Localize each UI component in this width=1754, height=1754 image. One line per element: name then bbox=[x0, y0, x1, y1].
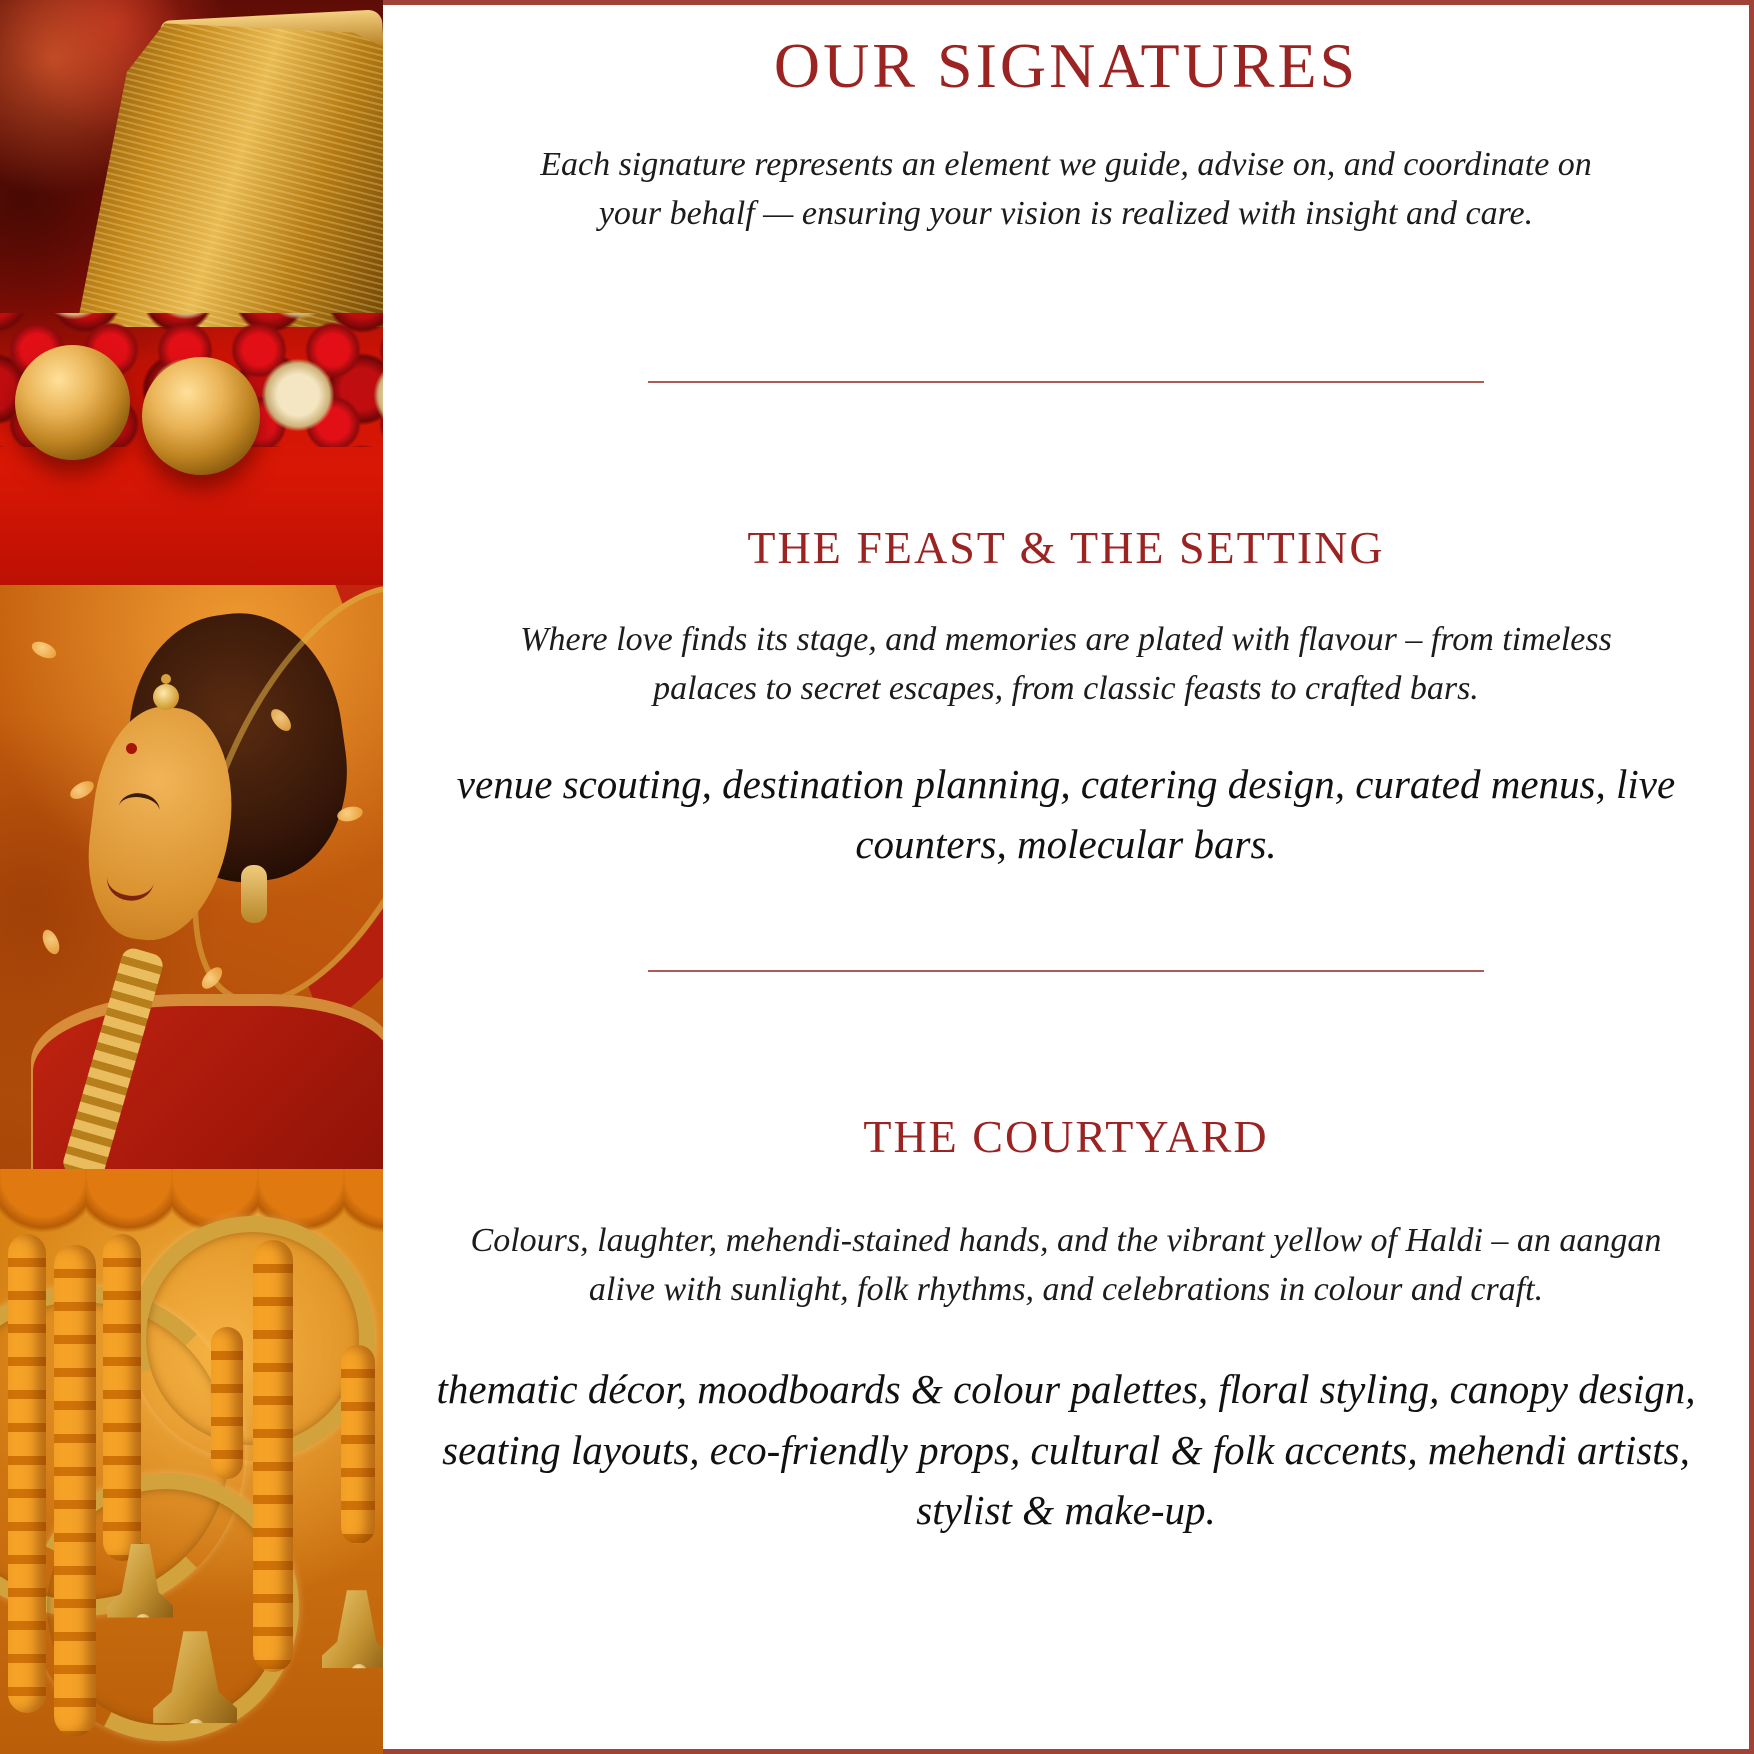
doli-body-decoration bbox=[77, 23, 383, 327]
photo-doli bbox=[0, 0, 383, 585]
kalash-pot-left bbox=[15, 345, 130, 460]
intro-text: Each signature represents an element we guide, advise on, and coordinate on your behalf — ensuring your vision is realized with insight and care. bbox=[540, 146, 1592, 232]
petal-decoration bbox=[40, 928, 63, 957]
photo-bride bbox=[0, 585, 383, 1170]
section-description-courtyard: Colours, laughter, mehendi-stained hands, and the vibrant yellow of Haldi – an aangan alive with sunlight, folk rhythms, and celebrations in colour and craft. bbox=[470, 1222, 1662, 1309]
section-services-feast: venue scouting, destination planning, catering design, curated menus, live counters, molecular bars. bbox=[456, 760, 1676, 868]
garland-strand-decoration bbox=[54, 1245, 96, 1736]
section-heading-courtyard: THE COURTYARD bbox=[863, 1111, 1269, 1163]
photo-column bbox=[0, 0, 383, 1754]
bell-decoration bbox=[322, 1590, 383, 1668]
marigold-cluster-decoration bbox=[0, 1169, 383, 1233]
bride-bindi-decoration bbox=[126, 743, 137, 754]
garland-strand-decoration bbox=[211, 1327, 243, 1479]
garland-strand-decoration bbox=[253, 1240, 293, 1673]
section-description-feast: Where love finds its stage, and memories are plated with flavour – from timeless palaces to secret escapes, from classic feasts to crafted bars. bbox=[520, 620, 1612, 707]
photo-marigold bbox=[0, 1169, 383, 1754]
petal-decoration bbox=[29, 638, 58, 661]
page-title: OUR SIGNATURES bbox=[773, 30, 1359, 101]
garland-strand-decoration bbox=[103, 1234, 141, 1561]
section-divider bbox=[648, 970, 1484, 972]
garland-strand-decoration bbox=[341, 1345, 375, 1544]
section-divider bbox=[648, 381, 1484, 383]
kalash-pot-right bbox=[142, 357, 261, 476]
section-services-courtyard: thematic décor, moodboards & colour palettes, floral styling, canopy design, seating layouts, eco-friendly props, cultural & folk accents, mehendi artists, stylist & make-up. bbox=[436, 1366, 1696, 1533]
petal-decoration bbox=[67, 778, 97, 803]
garland-strand-decoration bbox=[8, 1234, 46, 1713]
section-heading-feast: THE FEAST & THE SETTING bbox=[747, 521, 1385, 573]
bride-earring-decoration bbox=[241, 865, 267, 923]
content-panel bbox=[383, 0, 1754, 1754]
